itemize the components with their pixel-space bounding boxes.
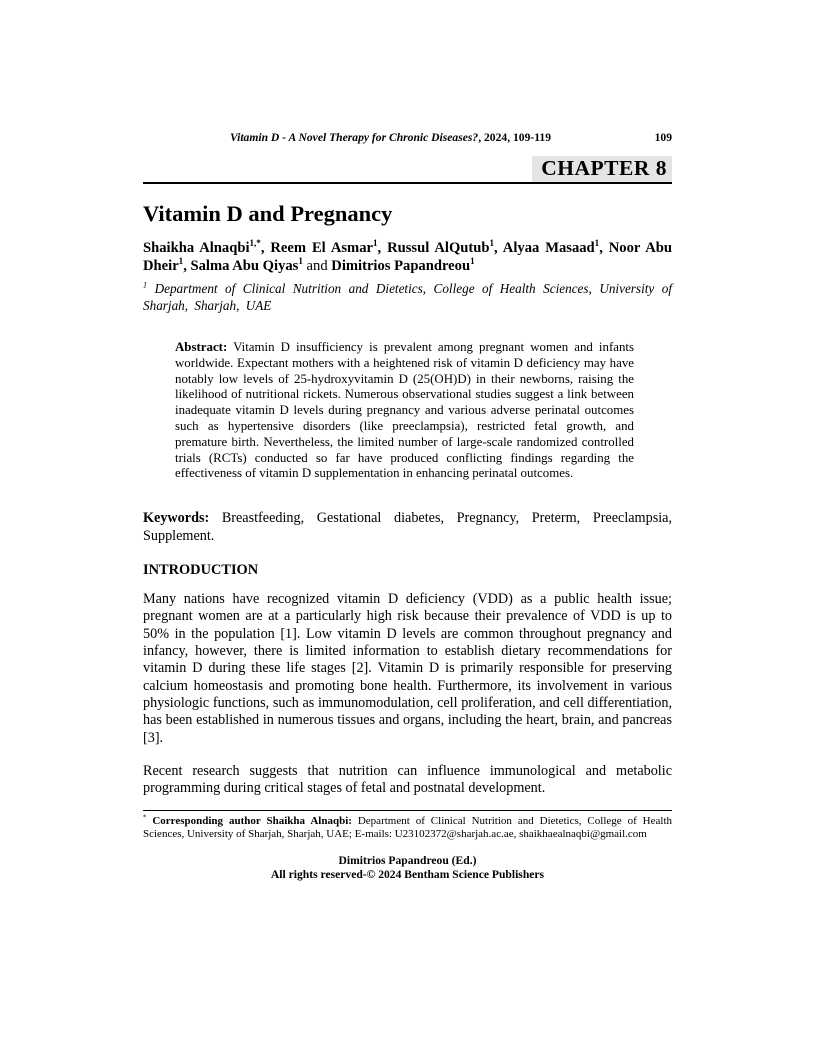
author-affil-marker: 1 xyxy=(470,255,475,266)
book-title-italic: Vitamin D - A Novel Therapy for Chronic Diseases? xyxy=(230,131,479,144)
and-word: and xyxy=(302,257,332,274)
corresponding-author-footnote xyxy=(143,815,672,842)
abstract-label: Abstract: xyxy=(175,340,228,354)
author-name: , Alyaa Masaad xyxy=(494,240,595,256)
author-name: , Salma Abu Qiyas xyxy=(183,257,299,274)
footer-rights: All rights reserved-© 2024 Bentham Science Publishers xyxy=(270,868,545,882)
body-paragraph: Many nations have recognized vitamin D deficiency (VDD) as a public health issue; pregnant women are at a particularly high risk because their prevalence of VDD is up to 50% in the population [1]. Low vitamin D levels are common throughout pregnancy and infancy, however, there is limited information to establish dietary recommendations for vitamin D during these life stages [2]. Vitamin D is primarily responsible for preserving calcium homeostasis and promoting bone health. Furthermore, its involvement in various physiologic functions, such as immunomodulation, cell proliferation, and cell differentiation, has been established in numerous tissues and organs, including the heart, brain, and pancreas [3]. xyxy=(143,590,672,746)
chapter-title: Vitamin D and Pregnancy xyxy=(143,201,393,226)
running-head-title xyxy=(143,131,638,145)
authors-line xyxy=(143,240,672,275)
author-affil-marker: 1 xyxy=(178,255,184,266)
footnote-text: Department of Clinical Nutrition and Dietetics, College of Health Sciences, University of Sharjah, Sharjah, UAE; E-mails: U23102372@sharjah.ac.ae, shaikhaealnaqbi@gmail.com xyxy=(143,814,672,841)
author-affil-marker: 1,* xyxy=(249,238,261,249)
author-name: , Noor Abu Dheir xyxy=(143,240,672,274)
affiliation-text: Department of Clinical Nutrition and Dietetics, College of Health Sciences, University of Sharjah, Sharjah, UAE xyxy=(143,281,672,314)
author-affil-marker: 1 xyxy=(372,238,378,249)
body-paragraph: Recent research suggests that nutrition can influence immunological and metabolic programming during critical stages of fetal and postnatal development. xyxy=(143,763,672,797)
running-head xyxy=(143,131,672,145)
author-affil-marker: 1 xyxy=(489,238,495,249)
footer-editor: Dimitrios Papandreou (Ed.) xyxy=(338,853,477,867)
author-name: Shaikha Alnaqbi xyxy=(143,240,250,256)
page-footer xyxy=(143,854,672,883)
affiliation-marker: 1 xyxy=(143,280,148,290)
keywords-label: Keywords: xyxy=(143,510,210,527)
keywords-text: Breastfeeding, Gestational diabetes, Pregnancy, Preterm, Preeclampsia, Supplement. xyxy=(143,510,672,544)
book-title-rest: , 2024, 109-119 xyxy=(478,131,551,144)
page-content xyxy=(143,0,672,883)
abstract-block xyxy=(175,340,634,482)
affiliation xyxy=(143,281,672,315)
footnote-marker: * xyxy=(143,814,147,822)
abstract-text: Vitamin D insufficiency is prevalent among pregnant women and infants worldwide. Expectant mothers with a heightened risk of vitamin D deficiency may have notably low levels of 25-hydroxyvitamin D (25(OH)D) in their newborns, raising the likelihood of nutritional rickets. Numerous observational studies suggest a link between inadequate vitamin D levels during pregnancy and various adverse perinatal outcomes such as hypertensive disorders (like preeclampsia), restricted fetal growth, and premature birth. Nevertheless, the limited number of large-scale randomized controlled trials (RCTs) conducted so far have produced conflicting findings regarding the effectiveness of vitamin D supplementation in enhancing perinatal outcomes. xyxy=(175,340,634,481)
chapter-header-rule xyxy=(143,156,672,184)
footnote-rule xyxy=(143,810,672,811)
author-affil-marker: 1 xyxy=(298,255,303,266)
author-name: Dimitrios Papandreou xyxy=(331,257,471,274)
chapter-badge: CHAPTER 8 xyxy=(532,156,672,182)
author-affil-marker: 1 xyxy=(594,238,600,249)
author-name: , Reem El Asmar xyxy=(260,240,373,256)
keywords-block xyxy=(143,510,672,545)
page-number: 109 xyxy=(654,131,672,144)
footnote-label: Corresponding author Shaikha Alnaqbi: xyxy=(146,814,352,827)
author-name: , Russul AlQutub xyxy=(377,240,490,256)
section-heading-introduction: INTRODUCTION xyxy=(143,561,259,578)
